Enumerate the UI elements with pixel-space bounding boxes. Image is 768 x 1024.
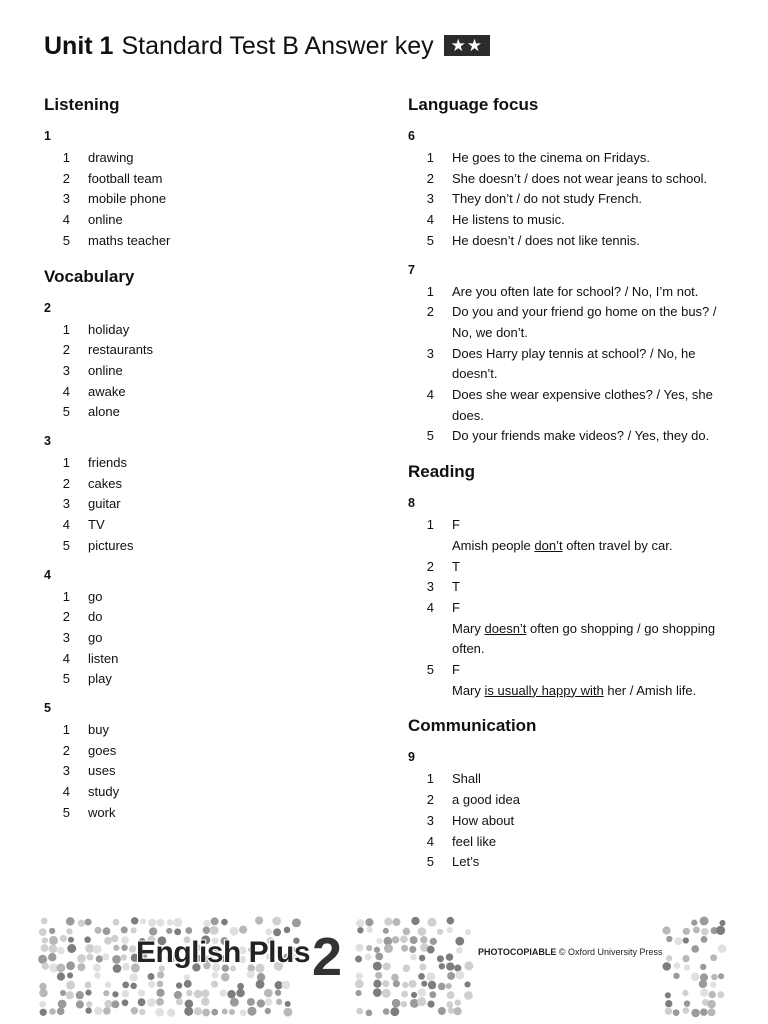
section-heading-reading: Reading <box>408 462 476 482</box>
answer-text <box>88 761 364 782</box>
answer-text <box>452 169 748 190</box>
answer-text <box>88 148 364 169</box>
answer-phrase: T <box>452 558 460 574</box>
answer-text <box>452 536 748 557</box>
answer-text <box>88 720 364 741</box>
answer-item <box>44 361 364 382</box>
answer-text <box>452 660 748 681</box>
answer-text <box>452 364 748 385</box>
question-number: 2 <box>44 300 51 315</box>
answer-phrase: Let’s <box>452 854 480 870</box>
answer-phrase: F <box>452 662 460 678</box>
answer-phrase: often go shopping / go shopping <box>526 620 716 636</box>
answer-phrase: Do you and your friend go home on the bus? / <box>452 304 717 320</box>
answer-phrase: uses <box>88 763 116 779</box>
answer-text <box>88 803 364 824</box>
question-number: 1 <box>44 129 51 143</box>
answer-item <box>44 320 364 341</box>
answer-phrase: awake <box>88 383 126 399</box>
question-number: 7 <box>408 262 415 277</box>
answer-phrase: go <box>88 629 103 645</box>
answer-phrase: does. <box>452 407 484 423</box>
answer-item <box>408 169 748 190</box>
answer-phrase: Mary <box>452 620 485 636</box>
answer-text <box>452 598 748 619</box>
answer-text <box>452 769 748 790</box>
answer-phrase: T <box>452 579 460 595</box>
question-number: 5 <box>44 701 51 716</box>
answer-item <box>44 210 364 231</box>
answer-phrase: She doesn’t / does not wear jeans to school. <box>452 170 708 186</box>
question-number: 9 <box>408 750 415 765</box>
answer-item <box>408 577 748 598</box>
answer-item <box>408 811 748 832</box>
answer-number: 5 <box>62 804 70 820</box>
answer-item <box>408 210 748 231</box>
answer-number: 1 <box>62 722 70 738</box>
answer-text <box>88 402 364 423</box>
answer-phrase: Amish people <box>452 537 535 553</box>
answer-item <box>44 402 364 423</box>
answer-phrase: He listens to music. <box>452 212 565 228</box>
answer-phrase: How about <box>452 812 515 828</box>
question-number: 4 <box>44 567 51 582</box>
answer-number: 1 <box>426 150 434 165</box>
copyright-text: © Oxford University Press <box>558 947 663 957</box>
answer-item <box>44 669 364 690</box>
unit-label: Unit 1 <box>44 32 114 60</box>
answer-text <box>88 474 364 495</box>
answer-number: 1 <box>62 455 70 471</box>
answer-number: 4 <box>426 599 434 615</box>
answer-phrase: He doesn’t / does not like tennis. <box>452 232 640 248</box>
answer-text <box>88 669 364 690</box>
answer-number: 5 <box>426 662 434 678</box>
answer-phrase: listen <box>88 650 119 666</box>
answer-phrase: friends <box>88 455 128 471</box>
answer-number: 5 <box>62 404 70 420</box>
answer-number: 2 <box>426 304 434 320</box>
answer-item <box>44 607 364 628</box>
answer-number: 1 <box>62 321 70 337</box>
answer-text <box>452 832 748 853</box>
answer-item <box>408 557 748 578</box>
answer-text <box>452 790 748 811</box>
right-column <box>408 94 748 873</box>
answer-phrase: goes <box>88 742 117 758</box>
answer-number: 1 <box>62 150 70 165</box>
section-heading-listening: Listening <box>44 95 120 114</box>
answer-phrase: No, we don’t. <box>452 324 528 340</box>
answer-phrase: Does Harry play tennis at school? / No, he <box>452 345 696 361</box>
answer-phrase: He goes to the cinema on Fridays. <box>452 150 650 165</box>
answer-number: 2 <box>426 792 434 808</box>
answer-item <box>408 302 748 323</box>
answer-item <box>44 782 364 803</box>
answer-text <box>88 382 364 403</box>
answer-item <box>44 515 364 536</box>
answer-phrase: play <box>88 671 112 687</box>
answer-phrase: alone <box>88 404 120 420</box>
answer-text <box>88 649 364 670</box>
answer-number: 2 <box>62 609 70 625</box>
answer-item <box>44 169 364 190</box>
answer-item <box>408 832 748 853</box>
answer-text <box>452 323 748 344</box>
answer-number: 5 <box>426 854 434 870</box>
answer-text <box>452 811 748 832</box>
footer <box>0 916 768 1024</box>
answer-phrase: Do your friends make videos? / Yes, they do. <box>452 428 710 444</box>
answer-item <box>408 619 748 640</box>
photocopiable-label: PHOTOCOPIABLE <box>478 947 557 957</box>
answer-underlined-phrase: is usually happy with <box>484 682 604 698</box>
answer-phrase: Does she wear expensive clothes? / Yes, she <box>452 387 713 403</box>
answer-text <box>88 515 364 536</box>
answer-phrase: pictures <box>88 537 134 553</box>
answer-number: 2 <box>62 170 70 186</box>
answer-text <box>88 494 364 515</box>
section-heading-communication: Communication <box>408 716 537 736</box>
answer-number: 3 <box>62 629 70 645</box>
answer-phrase: go <box>88 588 103 604</box>
answer-item <box>408 598 748 619</box>
answer-phrase: online <box>88 362 123 378</box>
answer-text <box>452 282 748 303</box>
answer-number: 5 <box>62 671 70 687</box>
answer-item <box>44 720 364 741</box>
answer-item <box>408 790 748 811</box>
photocopiable-notice <box>478 947 663 957</box>
answer-phrase: study <box>88 784 120 800</box>
answer-item <box>408 660 748 681</box>
answer-item <box>408 231 748 252</box>
answer-number: 2 <box>426 558 434 574</box>
answer-number: 2 <box>62 342 70 358</box>
answer-text <box>88 536 364 557</box>
answer-item <box>408 364 748 385</box>
answer-text <box>88 361 364 382</box>
answer-number: 1 <box>426 517 434 533</box>
answer-phrase: Shall <box>452 771 481 787</box>
answer-underlined-phrase: doesn’t <box>484 620 527 636</box>
answer-item <box>44 340 364 361</box>
answer-item <box>44 382 364 403</box>
answer-text <box>88 587 364 608</box>
answer-number: 4 <box>62 212 70 228</box>
answer-number: 2 <box>426 170 434 186</box>
answer-item <box>408 323 748 344</box>
answer-number: 3 <box>62 763 70 779</box>
answer-item <box>408 148 748 169</box>
answer-text <box>452 426 748 447</box>
answer-number: 1 <box>426 771 434 787</box>
answer-phrase: Mary <box>452 682 485 698</box>
answer-number: 4 <box>426 387 434 403</box>
answer-text <box>88 741 364 762</box>
page-title <box>44 32 490 61</box>
answer-text <box>452 619 748 640</box>
answer-text <box>452 148 748 169</box>
answer-number: 1 <box>62 588 70 604</box>
answer-item <box>44 494 364 515</box>
answer-phrase: doesn’t. <box>452 366 498 382</box>
answer-item <box>44 148 364 169</box>
answer-text <box>88 340 364 361</box>
answer-phrase: drawing <box>88 150 134 165</box>
answer-text <box>452 515 748 536</box>
answer-number: 2 <box>62 475 70 491</box>
answer-phrase: online <box>88 212 123 228</box>
answer-text <box>452 210 748 231</box>
answer-item <box>408 681 748 702</box>
answer-phrase: Are you often late for school? / No, I’m not. <box>452 283 699 299</box>
answer-text <box>452 302 748 323</box>
answer-item <box>44 761 364 782</box>
answer-item <box>44 453 364 474</box>
answer-number: 4 <box>62 517 70 533</box>
difficulty-stars-icon: ★★ <box>444 35 490 56</box>
answer-number: 3 <box>62 362 70 378</box>
answer-item <box>408 406 748 427</box>
answer-text <box>452 385 748 406</box>
answer-text <box>88 628 364 649</box>
answer-text <box>452 639 748 660</box>
answer-phrase: often travel by car. <box>562 537 673 553</box>
section-heading-language-focus: Language focus <box>408 95 539 114</box>
answer-item <box>44 741 364 762</box>
answer-item <box>408 769 748 790</box>
answer-text <box>452 557 748 578</box>
answer-phrase: work <box>88 804 116 820</box>
answer-phrase: restaurants <box>88 342 154 358</box>
question-number: 8 <box>408 496 415 511</box>
answer-item <box>408 515 748 536</box>
answer-text <box>88 189 364 210</box>
answer-item <box>44 189 364 210</box>
answer-number: 4 <box>62 784 70 800</box>
answer-item <box>44 587 364 608</box>
answer-phrase: mobile phone <box>88 191 167 207</box>
answer-text <box>88 782 364 803</box>
question-number: 3 <box>44 434 51 449</box>
answer-phrase: F <box>452 599 460 615</box>
answer-number: 1 <box>426 283 434 299</box>
answer-item <box>44 803 364 824</box>
answer-item <box>408 344 748 365</box>
title-text: Standard Test B Answer key <box>121 32 434 60</box>
answer-phrase: F <box>452 517 460 533</box>
answer-text <box>452 852 748 873</box>
answer-phrase: do <box>88 609 103 625</box>
answer-text <box>88 607 364 628</box>
answer-phrase: her / Amish life. <box>603 682 697 698</box>
brand-level: 2 <box>312 927 343 987</box>
answer-item <box>44 536 364 557</box>
answer-phrase: a good idea <box>452 792 520 808</box>
answer-text <box>452 577 748 598</box>
answer-text <box>452 189 748 210</box>
answer-item <box>408 852 748 873</box>
answer-underlined-phrase: don’t <box>534 537 563 553</box>
answer-item <box>408 536 748 557</box>
answer-item <box>408 189 748 210</box>
answer-phrase: often. <box>452 641 485 657</box>
answer-text <box>452 406 748 427</box>
answer-number: 5 <box>62 537 70 553</box>
answer-number: 4 <box>426 212 434 228</box>
answer-text <box>88 231 364 252</box>
answer-phrase: football team <box>88 170 163 186</box>
answer-phrase: buy <box>88 722 109 738</box>
answer-number: 3 <box>426 345 434 361</box>
section-heading-vocabulary: Vocabulary <box>44 266 135 286</box>
answer-number: 3 <box>426 191 434 207</box>
answer-item <box>408 282 748 303</box>
answer-phrase: guitar <box>88 496 121 512</box>
answer-text <box>88 320 364 341</box>
footer-decoration <box>0 916 768 1024</box>
answer-phrase: They don’t / do not study French. <box>452 191 643 207</box>
answer-item <box>44 628 364 649</box>
answer-number: 5 <box>426 428 434 444</box>
answer-text <box>452 231 748 252</box>
answer-item <box>408 426 748 447</box>
answer-text <box>88 210 364 231</box>
answer-number: 2 <box>62 742 70 758</box>
answer-phrase: holiday <box>88 321 130 337</box>
answer-phrase: feel like <box>452 833 497 849</box>
answer-number: 3 <box>426 812 434 828</box>
answer-number: 4 <box>426 833 434 849</box>
answer-item <box>44 231 364 252</box>
answer-number: 5 <box>426 232 434 248</box>
left-column <box>44 94 364 824</box>
answer-item <box>408 639 748 660</box>
answer-number: 4 <box>62 650 70 666</box>
answer-phrase: cakes <box>88 475 122 491</box>
question-number: 6 <box>408 129 415 143</box>
answer-number: 3 <box>62 191 70 207</box>
brand-logo: English Plus <box>136 936 311 969</box>
answer-item <box>408 385 748 406</box>
answer-item <box>44 649 364 670</box>
answer-text <box>452 681 748 702</box>
answer-number: 5 <box>62 232 70 248</box>
answer-phrase: TV <box>88 517 105 533</box>
answer-item <box>44 474 364 495</box>
answer-text <box>88 453 364 474</box>
answer-text <box>88 169 364 190</box>
answer-number: 4 <box>62 383 70 399</box>
answer-number: 3 <box>62 496 70 512</box>
answer-text <box>452 344 748 365</box>
answer-number: 3 <box>426 579 434 595</box>
answer-phrase: maths teacher <box>88 232 171 248</box>
